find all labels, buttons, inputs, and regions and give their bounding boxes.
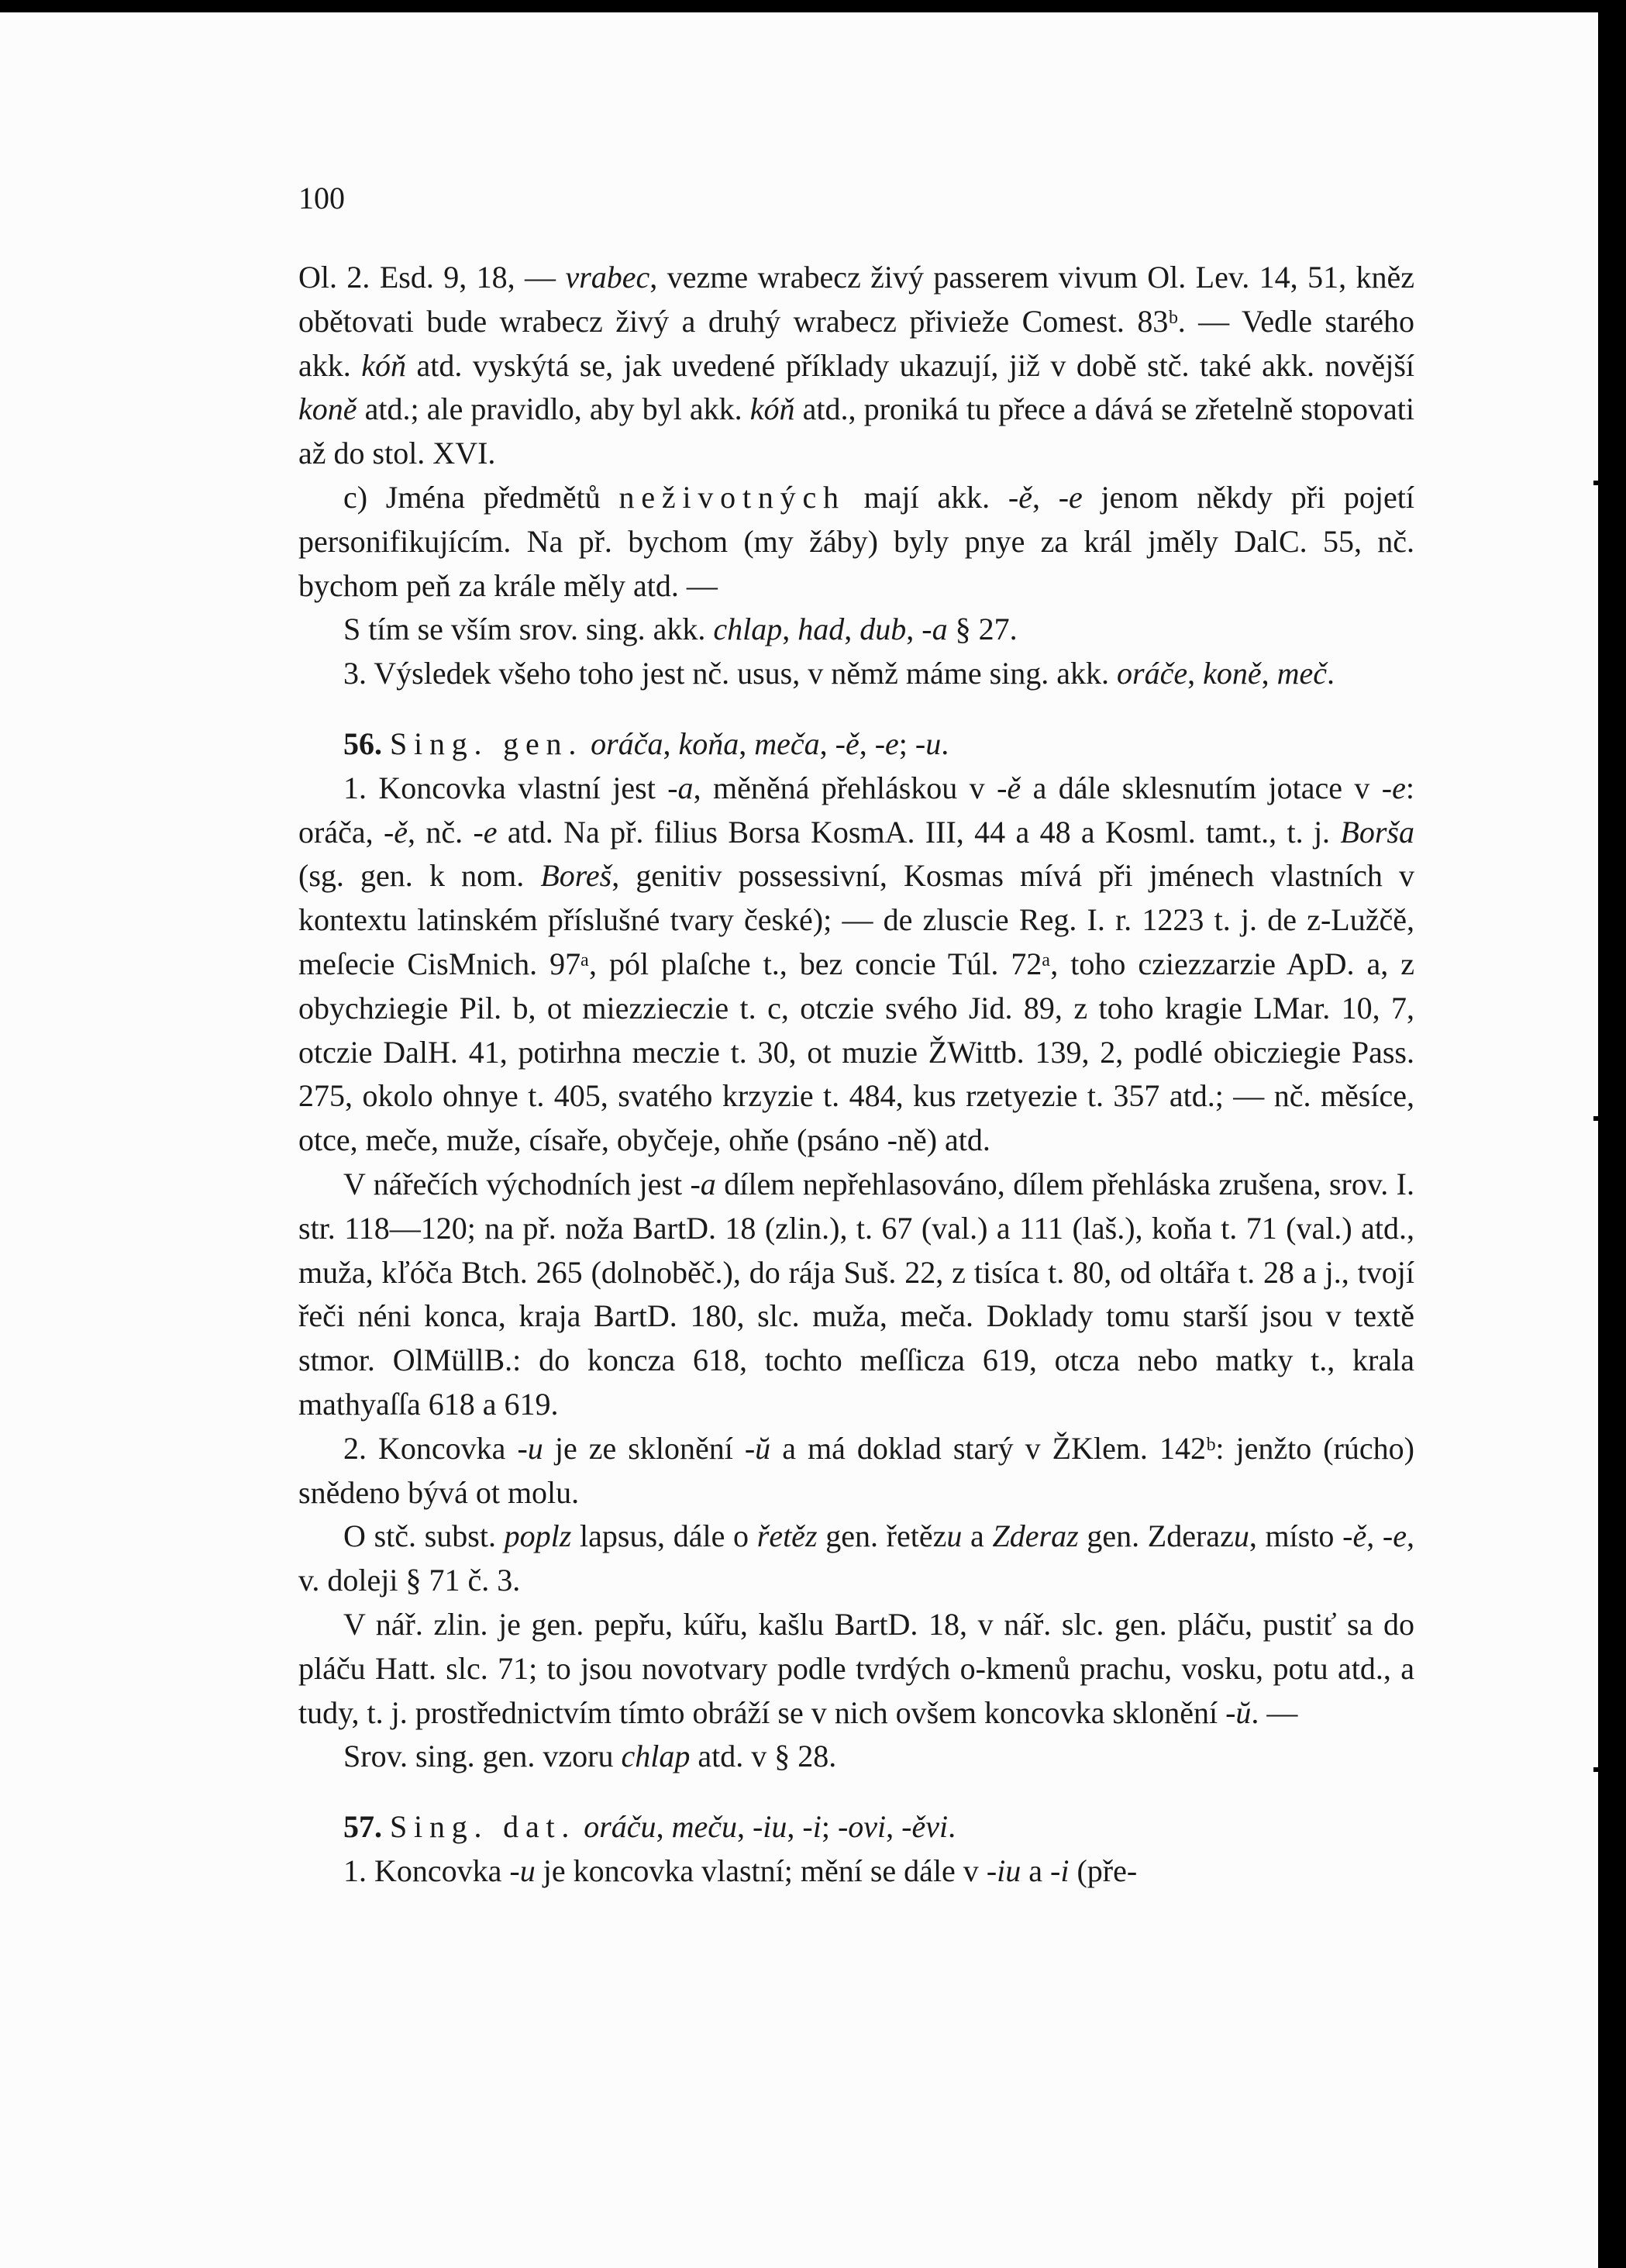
text-run: atd.; ale pravidlo, aby byl akk. (357, 391, 750, 427)
text-run: je koncovka vlastní; mění se dále v (535, 1853, 987, 1888)
text-run: , (1261, 656, 1277, 691)
text-run: atd., proniká tu přece a dává se zřetelně stopovati až do stol. XVI. (298, 391, 1414, 471)
text-run: , (886, 1809, 902, 1845)
italic-term: -ěvi (901, 1809, 949, 1845)
italic-term: -i (1050, 1853, 1070, 1888)
italic-term: -e (1381, 770, 1406, 805)
italic-term: koně (1203, 656, 1262, 691)
italic-term: koně (298, 391, 357, 427)
text-run: , měněná přehláskou v (693, 770, 997, 805)
text-run: , nč. (408, 814, 474, 850)
text-run: c) Jména předmětů (343, 479, 619, 515)
paragraph (298, 256, 1414, 476)
text-run: 2. Koncovka (343, 1430, 518, 1466)
body-text (298, 256, 1414, 1894)
text-run: a (1021, 1853, 1051, 1888)
text-run: a dále sklesnutím jotace v (1021, 770, 1382, 805)
section-heading-paragraph (298, 1805, 1414, 1849)
text-run: , (844, 612, 860, 647)
italic-term: -e (874, 726, 899, 761)
italic-term: had (797, 612, 845, 647)
italic-term: oráču (584, 1809, 656, 1845)
text-run: gen. Zderaz (1078, 1518, 1234, 1554)
text-run: dílem nepřehlasováno, dílem přehláska zrušena, srov. I. str. 118—120; na př. noža BartD. 18 (zlin.), t. 67 (val.) a 111 (laš.), koňa t. 71 (val.) atd., muža, kľóča Btch. 265 (dolnoběč.), do rája Suš. 22, z tisíca t. 80, od oltářa t. 28 a j., tvojí řeči néni konca, kraja BartD. 180, slc. muža, meča. Doklady tomu starší jsou v textě stmor. OlMüllB.: do koncza 618, tochto meſſicza 619, otcza nebo matky t., krala mathyaſſa 618 a 619. (298, 1166, 1414, 1422)
italic-term: -u (509, 1853, 536, 1888)
paragraph (298, 1427, 1414, 1515)
text-run: , (1366, 1518, 1383, 1554)
text-run: lapsus, dále o (571, 1518, 757, 1554)
scan-edge-top (0, 0, 1626, 12)
italic-term: -ě (1008, 479, 1032, 515)
italic-term: meču (671, 1809, 737, 1845)
text-run: ; (821, 1809, 838, 1845)
text-run: Ol. 2. Esd. 9, 18, — (298, 260, 566, 295)
text-run: , (739, 726, 755, 761)
page-number: 100 (298, 181, 345, 215)
spaced-emphasis: neživotných (618, 479, 846, 515)
italic-term: dub (860, 612, 907, 647)
italic-term: kóň (361, 347, 407, 383)
italic-term: Borša (1340, 814, 1414, 850)
italic-term: oráča (591, 726, 663, 761)
text-run: . (1327, 656, 1335, 691)
text-run (583, 726, 591, 761)
text-run: , (782, 612, 798, 647)
paragraph (298, 1849, 1414, 1894)
text-run (382, 1809, 390, 1844)
text-run: jenom někdy při pojetí personifikujícím. Na př. bychom (my žáby) byly pnye za král jměly DalC. 55, nč. bychom peň za krále měly atd. — (298, 479, 1415, 603)
text-run: V nář. zlin. je gen. pepřu, kúřu, kašlu BartD. 18, v nář. slc. gen. pláču, pustiť sa do pláču Hatt. slc. 71; to jsou novotvary podle tvrdých o-kmenů prachu, vosku, potu atd., a tudy, t. j. prostřednictvím tímto obráží se v nich ovšem koncovka sklonění (298, 1606, 1414, 1730)
italic-term: koňa (678, 726, 739, 761)
text-run: . — (1251, 1694, 1298, 1730)
text-run: , (1187, 656, 1204, 691)
italic-term: u (946, 1518, 963, 1554)
spaced-emphasis: Sing. dat. (390, 1809, 577, 1845)
italic-term: -i (802, 1809, 822, 1845)
paragraph (298, 767, 1414, 1163)
italic-term: -a (922, 612, 948, 647)
italic-term: -ŭ (744, 1430, 771, 1466)
text-run: : oráča, (298, 770, 1414, 850)
text-run: § 27. (947, 612, 1018, 647)
italic-term: -e (473, 814, 498, 850)
italic-term: -u (517, 1430, 543, 1466)
italic-term: -ovi (837, 1809, 887, 1845)
text-run: , (906, 612, 922, 647)
text-run: Srov. sing. gen. vzoru (343, 1739, 622, 1774)
section-number: 56. (343, 726, 382, 761)
scan-edge-notch (1593, 481, 1604, 485)
text-run: gen. řetěz (817, 1518, 947, 1554)
text-run: a má doklad starý v ŽKlem. 142ᵇ: jenžto (rúcho) snědeno bývá ot molu. (298, 1430, 1414, 1510)
italic-term: chlap (621, 1739, 691, 1774)
italic-term: Boreš (540, 858, 612, 894)
scan-edge-right (1598, 0, 1626, 2268)
italic-term: vrabec (565, 260, 650, 295)
italic-term: -ŭ (1225, 1694, 1252, 1730)
paragraph (298, 652, 1414, 696)
text-run: , (736, 1809, 753, 1845)
italic-term: -e (1058, 479, 1083, 515)
italic-term: -ě (835, 726, 860, 761)
text-run: , vezme wrabecz živý passerem vivum Ol. Lev. 14, 51, kněz obětovati bude wrabecz živý a druhý wrabecz přivieže Comest. 83ᵇ. — Vedle starého akk. (298, 260, 1415, 383)
italic-term: -e (1382, 1518, 1407, 1554)
paragraph (298, 1735, 1414, 1779)
text-run: , v. doleji § 71 č. 3. (298, 1518, 1414, 1598)
section-heading-paragraph (298, 722, 1414, 767)
paragraph (298, 1603, 1414, 1735)
italic-term: -ě (997, 770, 1021, 805)
paragraph (298, 476, 1414, 608)
text-run: , (787, 1809, 803, 1845)
text-run: a (962, 1518, 993, 1554)
text-run: , (656, 1809, 672, 1845)
italic-term: -u (915, 726, 942, 761)
italic-term: kóň (749, 391, 795, 427)
text-run: atd. Na př. filius Borsa KosmA. III, 44 a 48 a Kosml. tamt., t. j. (497, 814, 1341, 850)
italic-term: -a (690, 1166, 716, 1201)
text-run: . (941, 726, 949, 761)
text-run: , (1032, 479, 1059, 515)
italic-term: poplz (504, 1518, 572, 1554)
paragraph (298, 608, 1414, 652)
scan-edge-notch (1593, 1116, 1604, 1121)
text-run: O stč. subst. (343, 1518, 505, 1554)
text-run: atd. vyskýtá se, jak uvedené příklady ukazují, již v době stč. také akk. novější (406, 347, 1414, 383)
text-run: (sg. gen. k nom. (298, 858, 541, 894)
italic-term: -a (667, 770, 694, 805)
italic-term: -ě (1342, 1518, 1367, 1554)
section-number: 57. (343, 1809, 382, 1845)
text-run: V nářečích východních jest (343, 1166, 691, 1201)
italic-term: chlap (713, 612, 783, 647)
text-run: ; (898, 726, 915, 761)
text-run: . (948, 1809, 956, 1845)
text-run: atd. v § 28. (690, 1739, 837, 1774)
italic-term: oráče (1117, 656, 1188, 691)
text-run: , (663, 726, 679, 761)
spaced-emphasis: Sing. gen. (390, 726, 584, 761)
paragraph (298, 1163, 1414, 1427)
text-run: 1. Koncovka (343, 1853, 510, 1888)
text-run: , (859, 726, 875, 761)
italic-term: řetěz (756, 1518, 818, 1554)
text-run: mají akk. (845, 479, 1008, 515)
scan-edge-notch (1593, 1767, 1604, 1772)
text-run: , místo (1249, 1518, 1343, 1554)
italic-term: -ě (383, 814, 408, 850)
text-run: je ze sklonění (543, 1430, 745, 1466)
italic-term: meč (1276, 656, 1328, 691)
text-run: , genitiv possessivní, Kosmas mívá při jménech vlastních v kontextu latinském příslušné tvary české); — de zluscie Reg. I. r. 1223 t. j. de z-Lužčě, meſecie CisMnich. 97ᵃ, pól plaſche t., bez concie Túl. 72ᵃ, toho cziezzarzie ApD. a, z obychziegie Pil. b, ot miezzieczie t. c, otczie svého Jid. 89, z toho kragie LMar. 10, 7, otczie DalH. 41, potirhna meczie t. 30, ot muzie ŽWittb. 139, 2, podlé obicziegie Pass. 275, okolo ohnye t. 405, svatého krzyzie t. 484, kus rzetyezie t. 357 atd.; — nč. měsíce, otce, meče, muže, císaře, obyčeje, ohňe (psáno -ně) atd. (298, 858, 1414, 1158)
text-run: S tím se vším srov. sing. akk. (343, 612, 714, 647)
paragraph (298, 1515, 1414, 1603)
text-run: (pře- (1069, 1853, 1138, 1888)
italic-term: Zderaz (992, 1518, 1079, 1554)
text-run (576, 1809, 584, 1844)
text-run: 3. Výsledek všeho toho jest nč. usus, v němž máme sing. akk. (343, 656, 1118, 691)
italic-term: meča (754, 726, 820, 761)
italic-term: u (1233, 1518, 1249, 1554)
text-run: , (819, 726, 835, 761)
italic-term: -iu (752, 1809, 787, 1845)
italic-term: -iu (986, 1853, 1021, 1888)
text-run: 1. Koncovka vlastní jest (343, 770, 668, 805)
text-run (382, 726, 390, 761)
